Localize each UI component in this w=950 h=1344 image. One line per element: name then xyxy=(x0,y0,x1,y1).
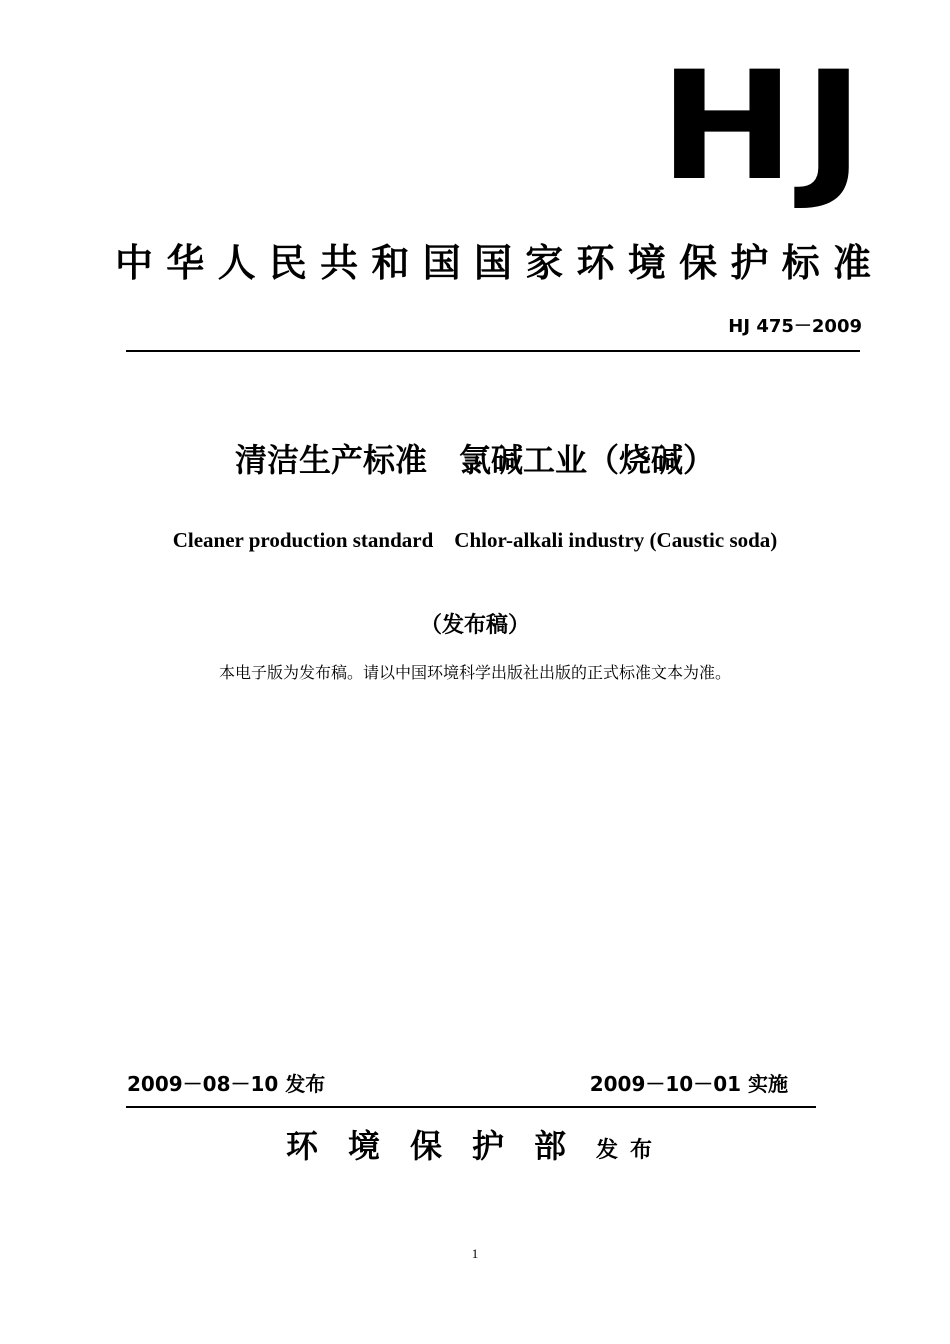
issuer-line xyxy=(0,1127,950,1165)
issue-date: 2009－08－10 发布 xyxy=(127,1072,326,1096)
title-chinese: 清洁生产标准 氯碱工业（烧碱） xyxy=(234,441,715,479)
hj-logo: HJ xyxy=(658,40,872,214)
draft-label: （发布稿） xyxy=(419,613,530,638)
standard-number: HJ 475－2009 xyxy=(728,316,862,337)
issuer-verb: 发布 xyxy=(596,1138,665,1163)
org-title: 中华人民共和国国家环境保护标准 xyxy=(115,241,875,285)
bottom-divider xyxy=(126,1106,816,1108)
top-divider xyxy=(126,350,860,352)
title-english: Cleaner production standard Chlor-alkali industry (Caustic soda) xyxy=(172,528,778,552)
notice-text: 本电子版为发布稿。请以中国环境科学出版社出版的正式标准文本为准。 xyxy=(218,663,731,682)
issuer-name: 环境保护部 xyxy=(285,1127,596,1165)
effective-date: 2009－10－01 实施 xyxy=(589,1072,788,1096)
page-number: 1 xyxy=(471,1246,479,1261)
